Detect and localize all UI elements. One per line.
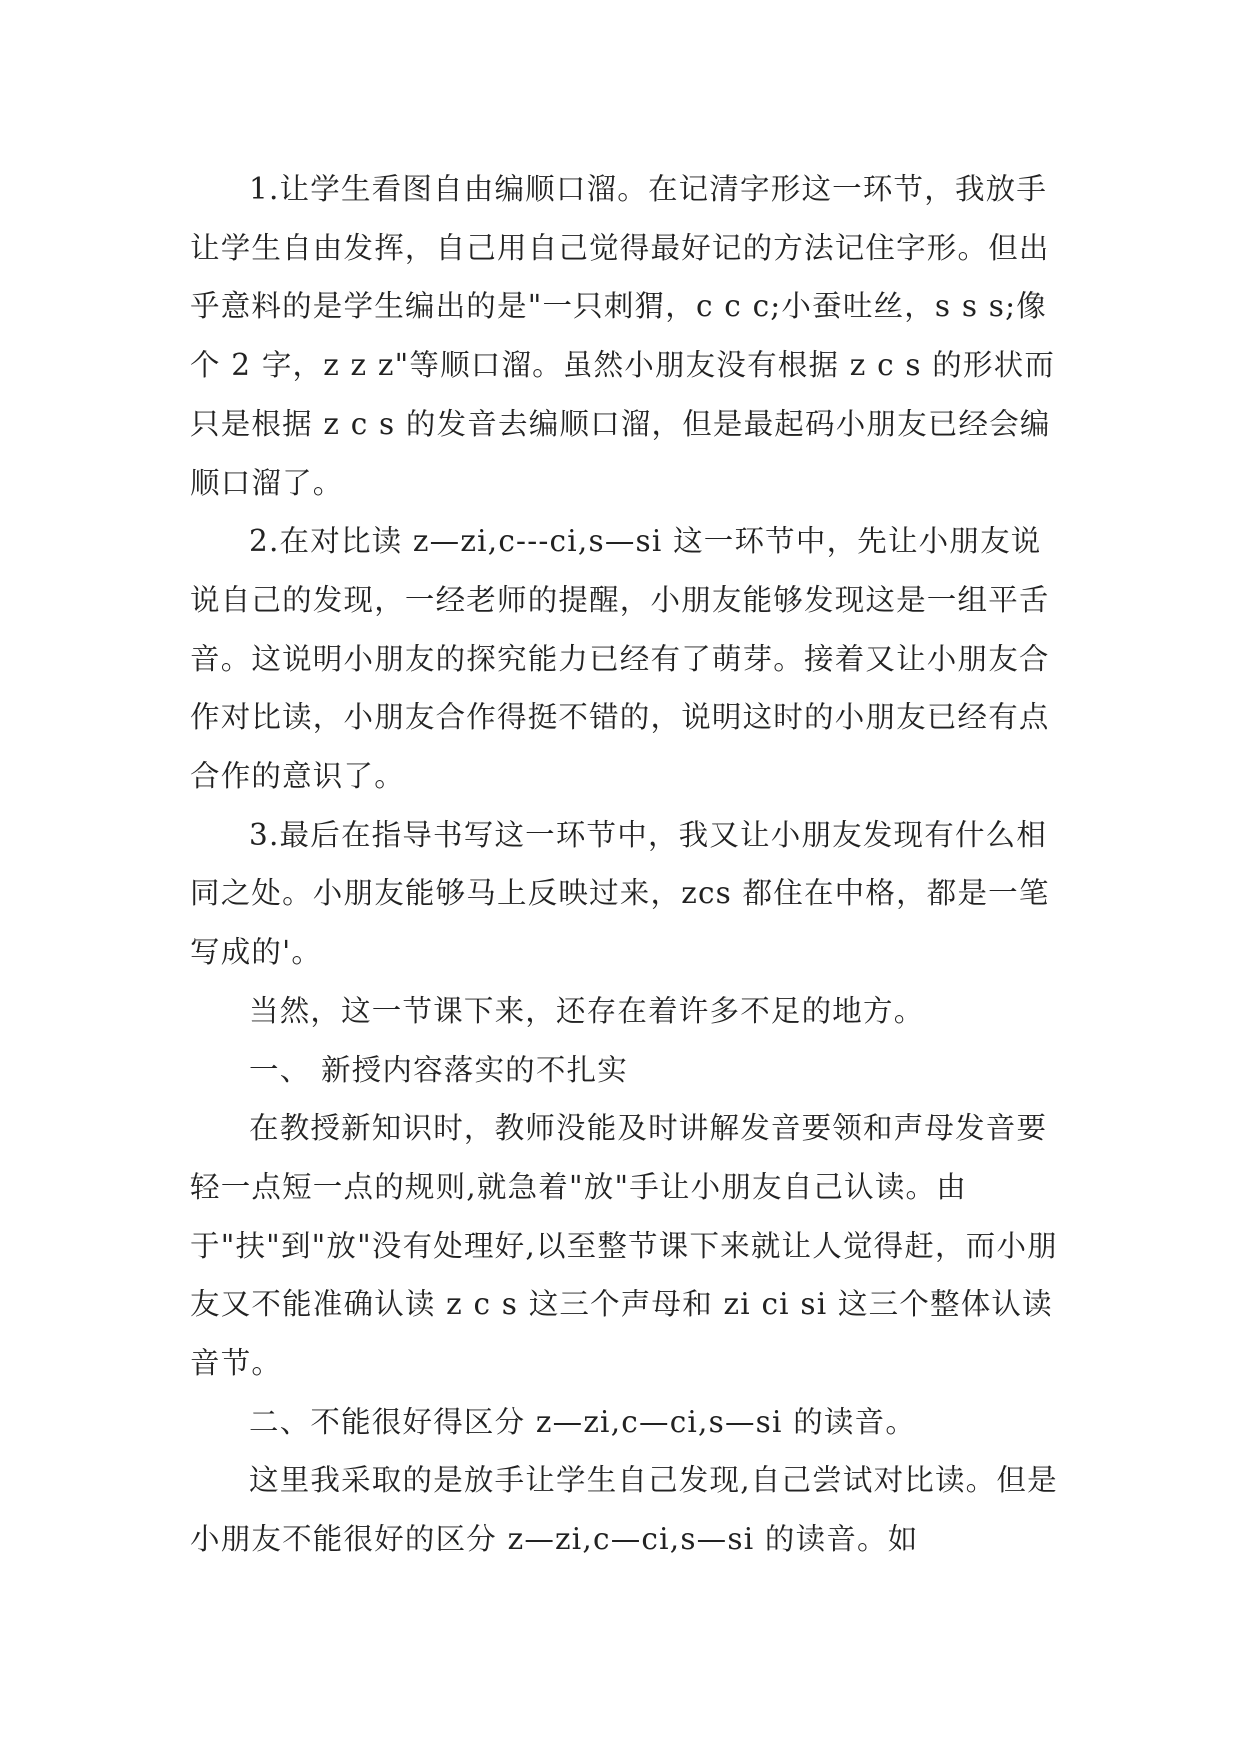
paragraph-3: 3.最后在指导书写这一环节中，我又让小朋友发现有什么相同之处。小朋友能够马上反映过来，zcs 都住在中格，都是一笔写成的'。 [190, 817, 1050, 970]
paragraph-5: 在教授新知识时，教师没能及时讲解发音要领和声母发音要轻一点短一点的规则,就急着"放"手让小朋友自己认读。由于"扶"到"放"没有处理好,以至整节课下来就让人觉得赶，而小朋友又不能准确认读 z c s 这三个声母和 zi ci si 这三个整体认读音节。 [190, 1111, 1058, 1381]
section-heading-1: 一、 新授内容落实的不扎实 [249, 1052, 628, 1087]
paragraph-6: 这里我采取的是放手让学生自己发现,自己尝试对比读。但是小朋友不能很好的区分 z—zi,c—ci,s—si 的读音。如 [190, 1463, 1058, 1557]
paragraph-4: 当然，这一节课下来，还存在着许多不足的地方。 [249, 993, 925, 1028]
section-heading-2: 二、不能很好得区分 z—zi,c—ci,s—si 的读音。 [249, 1404, 917, 1439]
paragraph-2: 2.在对比读 z—zi,c---ci,s—si 这一环节中，先让小朋友说说自己的发现，一经老师的提醒，小朋友能够发现这是一组平舌音。这说明小朋友的探究能力已经有了萌芽。接着又让小朋友合作对比读，小朋友合作得挺不错的，说明这时的小朋友已经有点合作的意识了。 [190, 524, 1050, 794]
document-body [190, 160, 1060, 1569]
paragraph-1: 1.让学生看图自由编顺口溜。在记清字形这一环节，我放手让学生自由发挥，自己用自己觉得最好记的方法记住字形。但出乎意料的是学生编出的是"一只刺猬，c c c;小蚕吐丝，s s s;像个 2 字，z z z"等顺口溜。虽然小朋友没有根据 z c s 的形状而只是根据 z c s 的发音去编顺口溜，但是最起码小朋友已经会编顺口溜了。 [190, 172, 1056, 500]
